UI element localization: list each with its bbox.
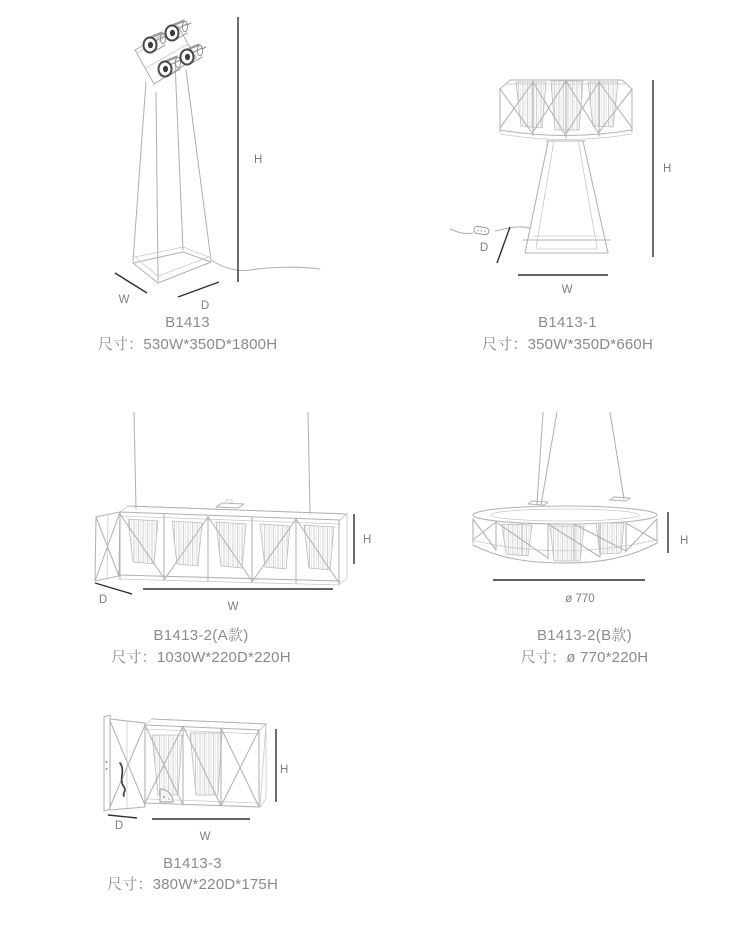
depth-dimension-line	[95, 583, 132, 594]
height-dimension-label: H	[280, 764, 289, 776]
depth-dimension-label: D	[200, 300, 210, 312]
height-dimension-label: H	[363, 534, 372, 546]
floor-lamp-head	[135, 20, 206, 84]
wall-lamp-drawing	[100, 705, 290, 845]
product-size: 尺寸：530W*350D*1800H	[97, 336, 278, 353]
product-code: B1413-3	[163, 855, 222, 872]
pleated-shades	[502, 523, 624, 561]
suspension-wires	[537, 412, 624, 505]
pleated-shades	[516, 81, 618, 130]
product-figure-b1413-2b	[452, 405, 717, 667]
product-size: 尺寸：ø 770*220H	[520, 649, 649, 666]
height-dimension-label: H	[663, 163, 672, 175]
power-cord	[450, 226, 530, 235]
depth-dimension-line	[108, 815, 137, 818]
product-code: B1413-2(A款)	[153, 627, 249, 644]
depth-dimension-line	[497, 227, 510, 263]
wall-mount-plate	[104, 715, 145, 811]
width-dimension-label: W	[199, 831, 211, 843]
product-code: B1413	[165, 314, 210, 331]
linear-pendant-drawing	[88, 412, 378, 617]
floor-lamp-base	[133, 247, 211, 283]
product-size: 尺寸：380W*220D*175H	[107, 876, 278, 893]
product-figure-b1413-2a	[56, 405, 372, 667]
product-figure-b1413	[55, 5, 320, 357]
power-cord	[211, 260, 320, 271]
product-figure-b1413-1	[435, 60, 700, 360]
width-dimension-label: W	[118, 294, 130, 306]
diameter-dimension-label: ø 770	[565, 593, 595, 605]
pleated-shades	[128, 519, 334, 570]
height-dimension-label: H	[680, 535, 689, 547]
width-dimension-line	[115, 273, 147, 293]
depth-dimension-label: D	[114, 820, 124, 832]
round-pendant-drawing	[458, 412, 698, 612]
product-size: 尺寸：1030W*220D*220H	[111, 649, 291, 666]
suspension-wires	[134, 412, 310, 514]
product-size: 尺寸：350W*350D*660H	[482, 336, 653, 353]
product-figure-b1413-3	[60, 700, 325, 900]
product-code: B1413-1	[538, 314, 597, 331]
depth-dimension-label: D	[98, 594, 108, 606]
table-lamp-drawing	[450, 68, 680, 303]
floor-lamp-drawing	[88, 6, 323, 312]
table-lamp-legs	[523, 139, 610, 253]
height-dimension-label: H	[254, 154, 263, 166]
depth-dimension-label: D	[479, 242, 489, 254]
product-code: B1413-2(B款)	[536, 627, 632, 644]
width-dimension-label: W	[561, 284, 573, 296]
floor-lamp-legs	[133, 62, 211, 281]
depth-dimension-line	[178, 282, 219, 297]
width-dimension-label: W	[227, 601, 239, 613]
ring-frame-top	[473, 497, 657, 524]
spotlight-icon	[166, 20, 192, 41]
spotlight-icon	[181, 44, 207, 65]
